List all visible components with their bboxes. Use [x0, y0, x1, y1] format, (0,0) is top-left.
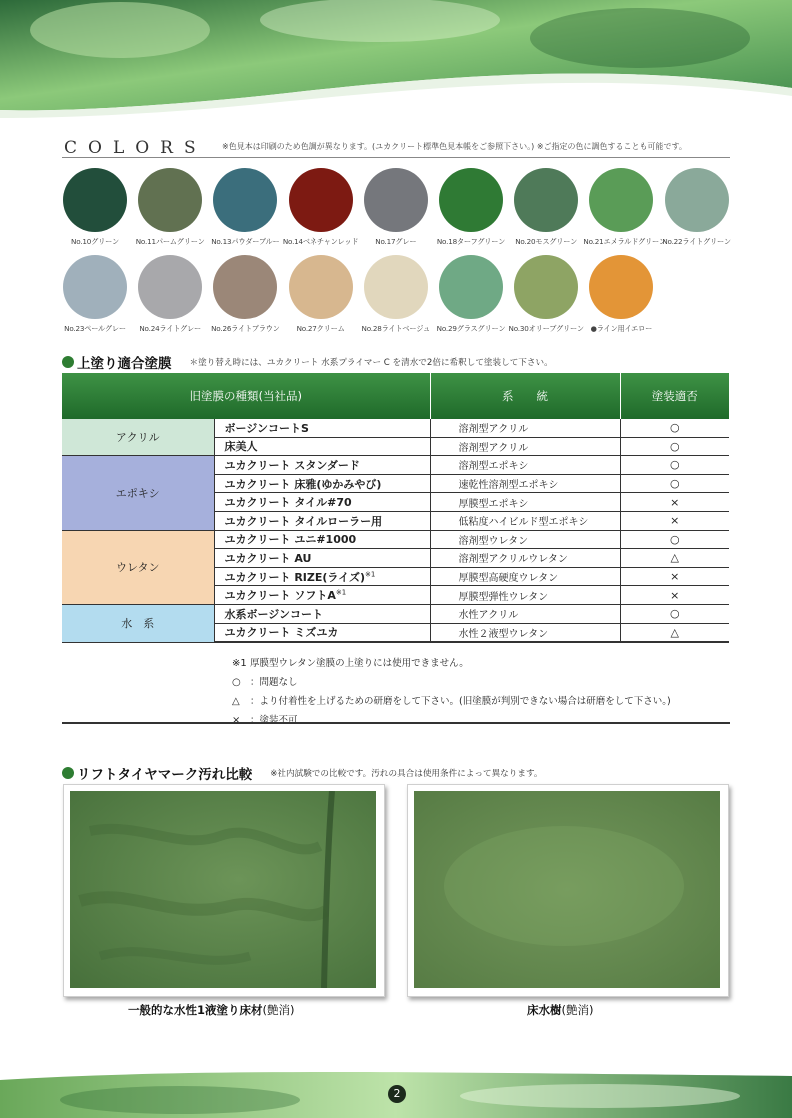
color-swatch-label: No.28ライトベージュ	[361, 324, 431, 333]
product-name	[214, 456, 430, 475]
section-bullet-icon	[62, 767, 74, 779]
color-swatch-circle	[289, 255, 353, 319]
color-swatch-label: No.29グラスグリーン	[436, 324, 506, 333]
compat-title: 上塗り適合塗膜	[77, 356, 172, 372]
footnote-line	[232, 692, 671, 711]
color-swatch-circle	[364, 255, 428, 319]
compat-heading	[62, 352, 553, 372]
product-name-text: ユカクリート ソフトA	[224, 589, 336, 603]
product-name	[214, 474, 430, 493]
system-type: 厚膜型高硬度ウレタン	[430, 567, 620, 586]
color-swatch-circle	[138, 168, 202, 232]
color-swatch	[508, 168, 584, 247]
page-number: 2	[388, 1085, 406, 1103]
suitability-mark: △	[620, 623, 729, 642]
color-swatch-label: No.17グレー	[375, 237, 417, 246]
footnote-symbol: ※1	[232, 658, 247, 669]
photo-yukasuiju	[407, 784, 729, 997]
product-name-text: ユカクリート タイルローラー用	[224, 514, 383, 528]
color-swatch	[207, 255, 283, 334]
photo-general-floor-image	[70, 791, 378, 990]
compat-header-row	[62, 373, 729, 419]
product-name	[214, 567, 430, 586]
coating-category: ウレタン	[62, 530, 214, 604]
system-type: 溶剤型エポキシ	[430, 456, 620, 475]
system-type: 低粘度ハイビルド型エポキシ	[430, 511, 620, 530]
suitability-mark: ×	[620, 511, 729, 530]
footnote-symbol: ○	[232, 677, 241, 688]
colors-title: COLORS	[64, 138, 207, 158]
table-row	[62, 456, 729, 475]
product-name-text: ユカクリート タイル#70	[224, 496, 352, 510]
footnote-text: ：塗装不可	[250, 715, 298, 726]
color-swatch-circle	[138, 255, 202, 319]
col-header-coating: 旧塗膜の種類(当社品)	[62, 373, 430, 419]
footnote-line	[232, 673, 671, 692]
footnote-line	[232, 654, 671, 673]
color-swatch-label: No.11パームグリーン	[135, 237, 205, 246]
color-swatch-label: No.26ライトブラウン	[211, 324, 280, 333]
product-name	[214, 604, 430, 623]
table-row	[62, 530, 729, 549]
product-name-text: ユカクリート ミズユカ	[224, 626, 339, 640]
coating-category: 水 系	[62, 604, 214, 642]
suitability-mark: △	[620, 549, 729, 568]
compat-footnotes	[232, 654, 671, 730]
compat-table	[62, 373, 729, 643]
col-header-suitability: 塗装適否	[620, 373, 729, 419]
suitability-mark: ○	[620, 456, 729, 475]
top-leaf-banner	[0, 0, 792, 120]
footnote-divider	[62, 722, 730, 724]
system-type: 溶剤型アクリルウレタン	[430, 549, 620, 568]
system-type: 溶剤型アクリル	[430, 419, 620, 437]
color-swatch-circle	[514, 255, 578, 319]
color-swatch-label: ●ライン用イエロー	[590, 324, 653, 333]
table-row	[62, 604, 729, 623]
compat-note: ＊塗り替え時には、ユカクリート 水系プライマー C を清水で2倍に希釈して塗装して下さい。	[189, 358, 553, 368]
coating-category: アクリル	[62, 419, 214, 456]
product-name-text: ユカクリート 床雅(ゆかみやび)	[224, 477, 382, 491]
product-name	[214, 586, 430, 605]
photo-general-floor	[63, 784, 385, 997]
footnote-ref: ※1	[335, 588, 347, 597]
system-type: 速乾性溶剤型エポキシ	[430, 474, 620, 493]
product-name	[214, 530, 430, 549]
system-type: 厚膜型エポキシ	[430, 493, 620, 512]
color-swatch	[207, 168, 283, 247]
lift-title: リフトタイヤマーク汚れ比較	[77, 767, 253, 783]
suitability-mark: ×	[620, 586, 729, 605]
lift-heading	[62, 763, 542, 783]
color-swatch-label: No.10グリーン	[71, 237, 119, 246]
product-name	[214, 511, 430, 530]
product-name-text: 水系ボージンコート	[224, 607, 324, 621]
color-swatch-circle	[213, 168, 277, 232]
color-swatch	[132, 168, 208, 247]
color-swatch-circle	[364, 168, 428, 232]
system-type: 溶剤型ウレタン	[430, 530, 620, 549]
col-header-system: 系 統	[430, 373, 620, 419]
color-swatch-circle	[63, 255, 127, 319]
photo-caption-yukasuiju	[527, 1002, 593, 1018]
color-swatch-circle	[589, 168, 653, 232]
caption-finish: (艶消)	[561, 1003, 594, 1017]
footnote-line	[232, 711, 671, 730]
color-swatch	[283, 168, 359, 247]
color-swatch-circle	[439, 255, 503, 319]
color-swatch-label: No.27クリーム	[296, 324, 345, 333]
system-type: 水性２液型ウレタン	[430, 623, 620, 642]
product-name-text: ユカクリート スタンダード	[224, 458, 360, 472]
footnote-ref: ※1	[365, 569, 376, 578]
product-name-text: ボージンコートS	[224, 421, 309, 435]
system-type: 水性アクリル	[430, 604, 620, 623]
color-swatch	[132, 255, 208, 334]
colors-divider	[62, 157, 730, 158]
table-row	[62, 419, 729, 437]
color-swatch	[583, 168, 666, 247]
color-swatch	[659, 168, 735, 247]
suitability-mark: ○	[620, 604, 729, 623]
color-swatch-label: No.14ベネチャンレッド	[282, 237, 359, 246]
caption-bold: 一般的な水性1液塗り床材	[128, 1003, 263, 1017]
product-name	[214, 419, 430, 437]
suitability-mark: ○	[620, 530, 729, 549]
color-swatch-circle	[514, 168, 578, 232]
caption-bold: 床水樹	[527, 1003, 562, 1017]
suitability-mark: ○	[620, 474, 729, 493]
photo-caption-general	[128, 1002, 295, 1018]
product-name-text: ユカクリート RIZE(ライズ)	[224, 570, 365, 584]
color-swatch-label: No.24ライトグレー	[139, 324, 202, 333]
product-name	[214, 437, 430, 456]
color-swatch	[583, 255, 659, 334]
caption-finish: (艶消)	[262, 1003, 295, 1017]
footnote-text: 厚膜型ウレタン塗膜の上塗りには使用できません。	[250, 658, 469, 669]
color-swatch	[358, 255, 434, 334]
color-swatch	[283, 255, 359, 334]
color-swatch-circle	[589, 255, 653, 319]
footnote-text: ：問題なし	[250, 677, 298, 688]
product-name-text: ユカクリート ユニ#1000	[224, 533, 357, 547]
color-swatch-label: No.18ターフグリーン	[436, 237, 506, 246]
system-type: 厚膜型弾性ウレタン	[430, 586, 620, 605]
color-swatch-label: No.21エメラルドグリーン	[583, 237, 666, 246]
product-name-text: ユカクリート AU	[224, 551, 312, 565]
color-swatch	[433, 255, 509, 334]
system-type: 溶剤型アクリル	[430, 437, 620, 456]
suitability-mark: ×	[620, 493, 729, 512]
color-swatch-label: No.23ペールグレー	[64, 324, 126, 333]
color-swatch-label: No.20モスグリーン	[515, 237, 578, 246]
color-swatch	[508, 255, 584, 334]
suitability-mark: ○	[620, 437, 729, 456]
product-name	[214, 493, 430, 512]
color-swatch	[358, 168, 434, 247]
product-name	[214, 549, 430, 568]
color-swatch	[433, 168, 509, 247]
color-swatch-label: No.30オリーブグリーン	[508, 324, 584, 333]
photo-yukasuiju-image	[414, 791, 722, 990]
colors-note: ※色見本は印刷のため色調が異なります。(ユカクリート標準色見本帳をご参照下さい。) ※ご指定の色に調色することも可能です。	[222, 142, 687, 151]
color-swatch	[57, 255, 133, 334]
color-swatch-circle	[63, 168, 127, 232]
color-swatch	[57, 168, 133, 247]
color-swatch-circle	[213, 255, 277, 319]
color-swatch-label: No.13パウダーブルー	[211, 237, 280, 246]
color-swatch-circle	[289, 168, 353, 232]
lift-note: ※社内試験での比較です。汚れの具合は使用条件によって異なります。	[270, 769, 543, 779]
color-swatch-label: No.22ライトグリーン	[662, 237, 731, 246]
suitability-mark: ○	[620, 419, 729, 437]
footnote-symbol: △	[232, 696, 240, 707]
footnote-symbol: ×	[232, 715, 241, 726]
section-bullet-icon	[62, 356, 74, 368]
product-name-text: 床美人	[224, 440, 258, 454]
coating-category: エポキシ	[62, 456, 214, 530]
footnote-text: ：より付着性を上げるための研磨をして下さい。(旧塗膜が判別できない場合は研磨をして下さい。)	[250, 696, 671, 707]
color-swatch-circle	[665, 168, 729, 232]
suitability-mark: ×	[620, 567, 729, 586]
product-name	[214, 623, 430, 642]
color-swatch-circle	[439, 168, 503, 232]
